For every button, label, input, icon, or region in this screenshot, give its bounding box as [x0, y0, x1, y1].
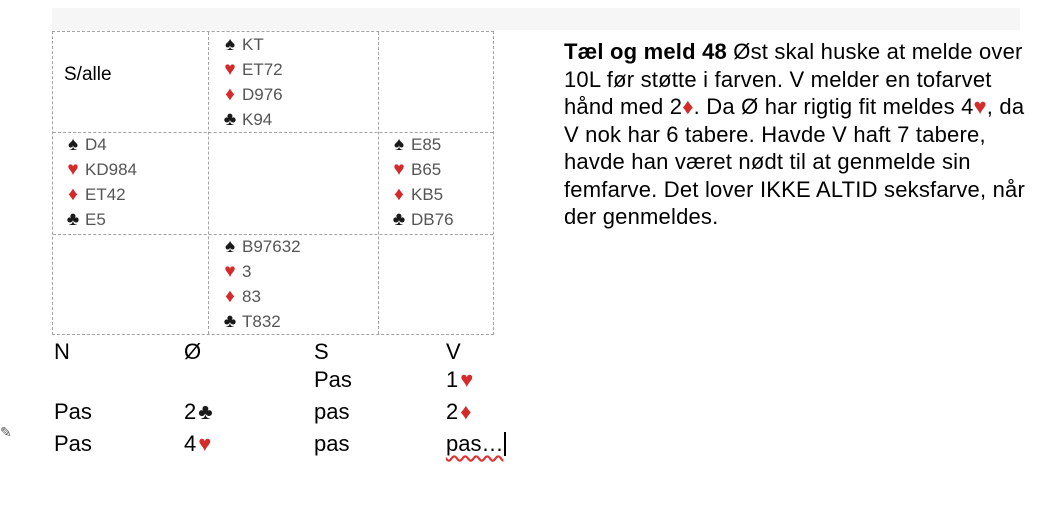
spade-icon: ♠ — [224, 236, 236, 257]
spade-icon: ♠ — [393, 134, 405, 155]
card-list: DB76 — [411, 209, 454, 229]
west-hand-spade-line — [61, 132, 137, 157]
description-segment: , da V nok har 6 tabere. Havde V haft 7 tabere, havde han været nødt til at genmelde sin femfarve. Det lover IKKE ALTID seksfarve, når der genmeldes. — [564, 94, 1025, 229]
card-list: K94 — [242, 109, 273, 129]
auction-header: S — [314, 339, 329, 364]
east-hand — [387, 132, 454, 232]
diamond-icon: ♦ — [225, 84, 235, 105]
auction-bid: 2♦ — [446, 399, 472, 424]
north-hand-club-line — [218, 107, 283, 132]
description-segment: Øst skal huske at melde over 10L før støtte i farven. V melder en tofarvet hånd med 2 — [564, 39, 1023, 119]
south-hand-diamond-line — [218, 284, 301, 309]
auction-bid: Pas — [314, 367, 352, 392]
club-icon: ♣ — [223, 109, 237, 130]
south-hand-heart-line — [218, 259, 301, 284]
auction-bid: 1♥ — [446, 367, 474, 392]
auction-bid: Pas — [54, 399, 92, 424]
south-hand — [218, 234, 301, 334]
auction-bid: pas… — [446, 428, 506, 460]
auction-bid: Pas — [54, 431, 92, 456]
auction-header: N — [54, 339, 70, 364]
description-text[interactable] — [564, 38, 1034, 231]
heart-icon: ♥ — [973, 94, 987, 119]
auction-bid: 2♣ — [184, 399, 213, 424]
card-list: 3 — [242, 261, 252, 281]
grid-divider — [208, 32, 209, 334]
text-cursor — [504, 432, 506, 456]
south-hand-club-line — [218, 309, 301, 334]
diamond-icon: ♦ — [394, 184, 404, 205]
auction-bid: 4♥ — [184, 431, 212, 456]
diamond-icon: ♦ — [225, 286, 235, 307]
club-icon: ♣ — [223, 311, 237, 332]
card-list: KB5 — [411, 184, 444, 204]
card-list: B65 — [411, 159, 442, 179]
grid-divider — [378, 32, 379, 334]
east-hand-spade-line — [387, 132, 454, 157]
heart-icon: ♥ — [224, 59, 236, 80]
heart-icon: ♥ — [460, 367, 474, 392]
pen-cursor-icon: ✎ — [0, 424, 12, 440]
north-hand — [218, 32, 283, 132]
diamond-icon: ♦ — [68, 184, 78, 205]
card-list: E5 — [85, 209, 106, 229]
card-list: KD984 — [85, 159, 137, 179]
auction-bid: pas — [314, 431, 350, 456]
spade-icon: ♠ — [67, 134, 79, 155]
club-icon: ♣ — [66, 209, 80, 230]
card-list: E85 — [411, 134, 442, 154]
east-hand-heart-line — [387, 157, 454, 182]
club-icon: ♣ — [392, 209, 406, 230]
dealer-vulnerability-label: S/alle — [64, 64, 112, 85]
card-list: KT — [242, 34, 264, 54]
club-icon: ♣ — [198, 399, 213, 424]
north-hand-spade-line — [218, 32, 283, 57]
auction-header: Ø — [184, 339, 202, 364]
card-list: ET72 — [242, 59, 283, 79]
auction-header: V — [446, 339, 461, 364]
auction-bid: pas — [314, 399, 350, 424]
description-segment: . Da Ø har rigtig fit meldes 4 — [693, 94, 974, 119]
east-hand-club-line — [387, 207, 454, 232]
description-title: Tæl og meld 48 — [564, 39, 727, 64]
west-hand-heart-line — [61, 157, 137, 182]
card-list: T832 — [242, 311, 281, 331]
card-list: 83 — [242, 286, 261, 306]
card-list: B97632 — [242, 236, 301, 256]
card-list: D976 — [242, 84, 283, 104]
card-list: ET42 — [85, 184, 126, 204]
diamond-icon: ♦ — [682, 94, 694, 119]
diamond-icon: ♦ — [460, 399, 472, 424]
card-list: D4 — [85, 134, 107, 154]
north-hand-diamond-line — [218, 82, 283, 107]
west-hand-diamond-line — [61, 182, 137, 207]
north-hand-heart-line — [218, 57, 283, 82]
heart-icon: ♥ — [198, 431, 212, 456]
description-body — [564, 39, 1025, 229]
heart-icon: ♥ — [393, 159, 405, 180]
south-hand-spade-line — [218, 234, 301, 259]
east-hand-diamond-line — [387, 182, 454, 207]
heart-icon: ♥ — [224, 261, 236, 282]
west-hand — [61, 132, 137, 232]
bridge-diagram — [52, 31, 494, 335]
spade-icon: ♠ — [224, 34, 236, 55]
top-ruler-bar — [52, 8, 1020, 30]
west-hand-club-line — [61, 207, 137, 232]
heart-icon: ♥ — [67, 159, 79, 180]
